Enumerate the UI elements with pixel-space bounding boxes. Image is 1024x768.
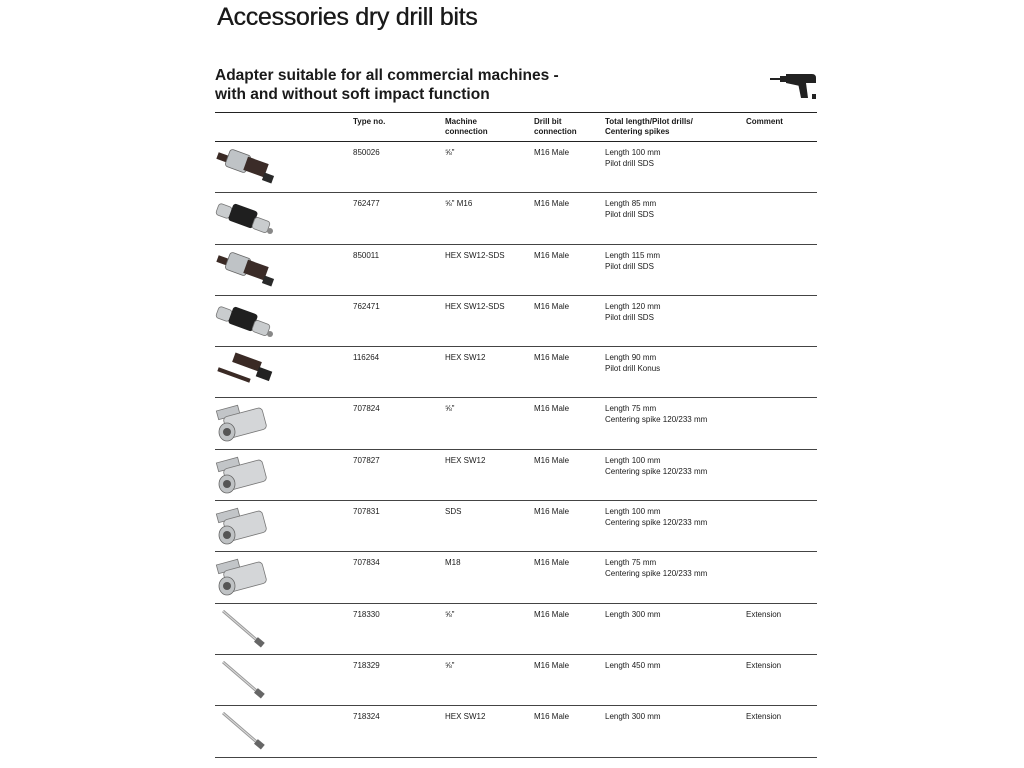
cell-comment: Extension <box>746 712 782 722</box>
cell-type-no: 116264 <box>353 353 380 363</box>
header-comment: Comment <box>746 117 783 126</box>
cell-total-length: Length 85 mm Pilot drill SDS <box>605 199 657 220</box>
header-type-no: Type no. <box>353 117 386 126</box>
cell-type-no: 718324 <box>353 712 380 722</box>
table-row <box>215 398 817 449</box>
cell-type-no: 850011 <box>353 250 380 260</box>
table-row <box>215 347 817 398</box>
table-row <box>215 706 817 757</box>
cell-drill-bit-connection: M16 Male <box>534 660 570 670</box>
cell-machine-connection: HEX SW12 <box>445 455 486 465</box>
cell-machine-connection: ⅝" <box>445 148 455 157</box>
cell-type-no: 707831 <box>353 507 380 517</box>
cell-drill-bit-connection: M16 Male <box>534 404 570 414</box>
cell-drill-bit-connection: M16 Male <box>534 558 570 568</box>
adapter-dark-icon <box>215 249 277 291</box>
header-drill-bit-connection: Drill bit connection <box>534 117 577 136</box>
cell-type-no: 707824 <box>353 404 380 414</box>
cell-drill-bit-connection: M16 Male <box>534 148 570 157</box>
cell-machine-connection: ⅝" <box>445 609 455 619</box>
adapter-sleeve-icon <box>215 300 277 342</box>
cell-drill-bit-connection: M16 Male <box>534 353 570 363</box>
cell-type-no: 762471 <box>353 301 380 311</box>
section-title <box>215 66 559 104</box>
cell-total-length: Length 115 mm Pilot drill SDS <box>605 250 660 271</box>
table-row <box>215 501 817 552</box>
table-row <box>215 450 817 501</box>
header-machine-connection: Machine connection <box>445 117 488 136</box>
cell-comment: Extension <box>746 609 782 619</box>
section-title-line2: with and without soft impact function <box>215 86 490 103</box>
table-body <box>215 142 817 758</box>
cell-total-length: Length 450 mm <box>605 660 661 670</box>
silver-adapter-icon <box>215 556 277 598</box>
cell-type-no: 850026 <box>353 148 380 157</box>
cell-machine-connection: ⅝" <box>445 660 455 670</box>
cell-type-no: 718330 <box>353 609 380 619</box>
cell-type-no: 718329 <box>353 660 380 670</box>
silver-adapter-icon <box>215 402 277 444</box>
page-title: Accessories dry drill bits <box>217 3 478 31</box>
drill-machine-icon <box>770 70 818 100</box>
cell-drill-bit-connection: M16 Male <box>534 609 570 619</box>
cell-total-length: Length 90 mm Pilot drill Konus <box>605 353 661 374</box>
header-total-length: Total length/Pilot drills/ Centering spikes <box>605 117 693 136</box>
cell-machine-connection: ⅝" <box>445 404 455 414</box>
section-title-line1: Adapter suitable for all commercial machines - <box>215 67 559 84</box>
table-row <box>215 604 817 655</box>
cell-drill-bit-connection: M16 Male <box>534 712 570 722</box>
cell-total-length: Length 300 mm <box>605 609 661 619</box>
cell-machine-connection: M18 <box>445 558 461 568</box>
cell-total-length: Length 100 mm Centering spike 120/233 mm <box>605 507 708 528</box>
cell-total-length: Length 300 mm <box>605 712 661 722</box>
silver-adapter-icon <box>215 505 277 547</box>
cell-type-no: 762477 <box>353 199 380 209</box>
cell-type-no: 707827 <box>353 455 380 465</box>
cell-total-length: Length 100 mm Pilot drill SDS <box>605 148 661 168</box>
cell-machine-connection: HEX SW12 <box>445 353 486 363</box>
table-row <box>215 193 817 244</box>
cell-comment: Extension <box>746 660 782 670</box>
cell-machine-connection: HEX SW12 <box>445 712 486 722</box>
table-header <box>215 112 817 142</box>
table-row <box>215 142 817 193</box>
extension-rod-icon <box>215 659 277 701</box>
table-row <box>215 552 817 603</box>
cell-total-length: Length 120 mm Pilot drill SDS <box>605 301 661 322</box>
cell-total-length: Length 75 mm Centering spike 120/233 mm <box>605 558 708 579</box>
extension-rod-icon <box>215 710 277 752</box>
cell-total-length: Length 100 mm Centering spike 120/233 mm <box>605 455 708 476</box>
product-table <box>215 112 817 758</box>
cell-machine-connection: HEX SW12-SDS <box>445 250 505 260</box>
extension-rod-icon <box>215 608 277 650</box>
silver-adapter-icon <box>215 454 277 496</box>
cell-drill-bit-connection: M16 Male <box>534 301 570 311</box>
cell-machine-connection: HEX SW12-SDS <box>445 301 505 311</box>
cell-drill-bit-connection: M16 Male <box>534 455 570 465</box>
cell-drill-bit-connection: M16 Male <box>534 507 570 517</box>
adapter-dark-icon <box>215 146 277 188</box>
table-row <box>215 245 817 296</box>
cell-drill-bit-connection: M16 Male <box>534 250 570 260</box>
table-row <box>215 296 817 347</box>
cell-total-length: Length 75 mm Centering spike 120/233 mm <box>605 404 708 425</box>
cell-drill-bit-connection: M16 Male <box>534 199 570 209</box>
cell-machine-connection: ⅝" M16 <box>445 199 473 209</box>
cell-type-no: 707834 <box>353 558 380 568</box>
cell-machine-connection: SDS <box>445 507 462 517</box>
pilot-drill-icon <box>215 351 277 393</box>
table-row <box>215 655 817 706</box>
adapter-sleeve-icon <box>215 197 277 239</box>
